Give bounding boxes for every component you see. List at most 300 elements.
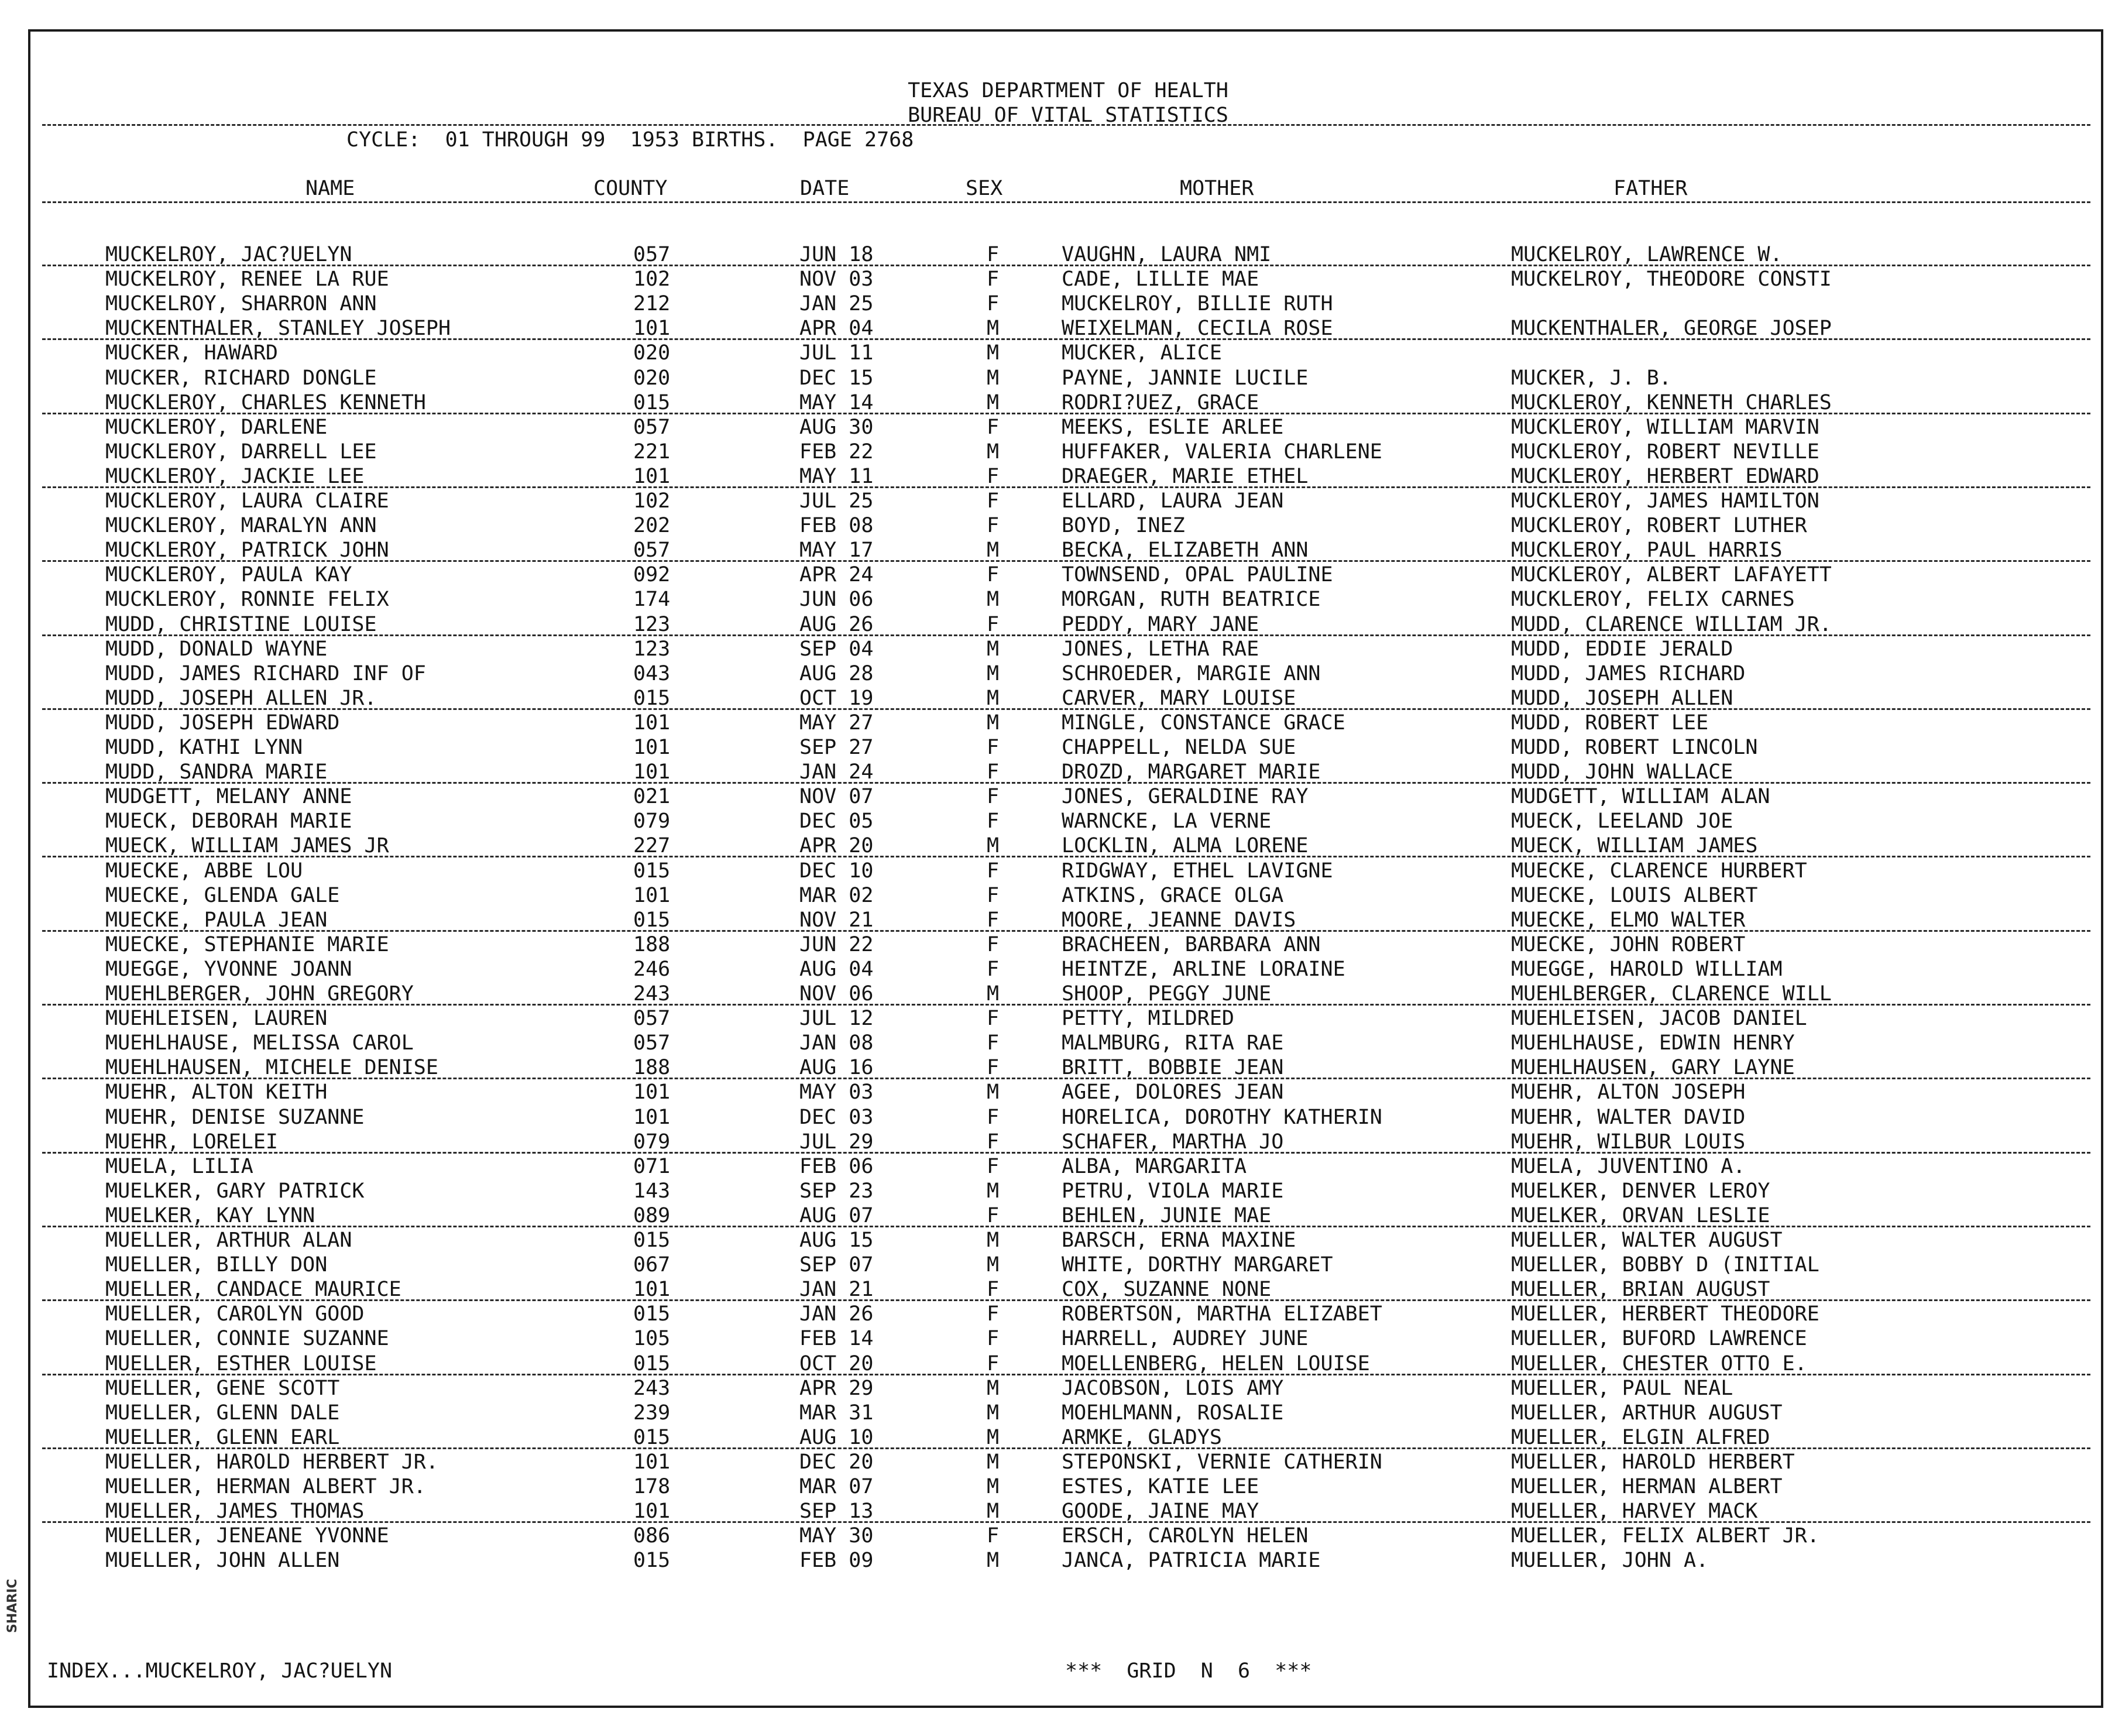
record-father: MUELKER, DENVER LEROY: [1511, 1179, 1770, 1203]
row-group-rule: [42, 413, 2090, 414]
record-name: MUELLER, HAROLD HERBERT JR.: [105, 1450, 438, 1474]
record-mother: MOELLENBERG, HELEN LOUISE: [1062, 1351, 1370, 1375]
record-name: MUELLER, ESTHER LOUISE: [105, 1351, 377, 1375]
record-sex: M: [987, 686, 1000, 710]
table-row: [30, 1450, 2106, 1474]
record-father: MUELLER, WALTER AUGUST: [1511, 1229, 1783, 1252]
record-father: MUECKE, CLARENCE HURBERT: [1511, 859, 1807, 883]
record-sex: F: [987, 1203, 1000, 1227]
record-sex: F: [987, 736, 1000, 759]
record-county: 102: [633, 267, 671, 291]
record-sex: F: [987, 1056, 1000, 1080]
record-name: MUCKENTHALER, STANLEY JOSEPH: [105, 317, 451, 341]
record-sex: M: [987, 390, 1000, 414]
table-row: [30, 1080, 2106, 1104]
record-mother: BRACHEEN, BARBARA ANN: [1062, 932, 1321, 956]
record-county: 101: [633, 1105, 671, 1129]
column-header-county: COUNTY: [593, 177, 668, 200]
column-header-father: FATHER: [1613, 177, 1688, 200]
record-sex: F: [987, 932, 1000, 956]
record-father: MUELLER, BOBBY D (INITIAL: [1511, 1253, 1819, 1277]
record-father: MUELLER, HERBERT THEODORE: [1511, 1302, 1819, 1326]
record-name: MUEHR, ALTON KEITH: [105, 1080, 328, 1104]
record-county: 021: [633, 785, 671, 809]
record-father: MUEHR, WILBUR LOUIS: [1511, 1130, 1746, 1154]
record-county: 020: [633, 366, 671, 390]
record-county: 015: [633, 1425, 671, 1449]
record-mother: CARVER, MARY LOUISE: [1062, 686, 1296, 710]
record-mother: HEINTZE, ARLINE LORAINE: [1062, 957, 1345, 981]
record-date: NOV 21: [799, 908, 874, 932]
record-father: MUCKENTHALER, GEORGE JOSEP: [1511, 317, 1832, 341]
record-mother: ROBERTSON, MARTHA ELIZABET: [1062, 1302, 1382, 1326]
record-name: MUCKLEROY, PAULA KAY: [105, 563, 352, 587]
record-county: 101: [633, 1500, 671, 1524]
record-county: 101: [633, 711, 671, 735]
record-father: MUELA, JUVENTINO A.: [1511, 1154, 1746, 1178]
record-father: MUDD, JAMES RICHARD: [1511, 661, 1746, 685]
record-name: MUDD, KATHI LYNN: [105, 736, 303, 759]
record-date: APR 20: [799, 834, 874, 858]
record-mother: MALMBURG, RITA RAE: [1062, 1031, 1284, 1055]
record-sex: F: [987, 1105, 1000, 1129]
record-date: APR 29: [799, 1376, 874, 1400]
table-row: [30, 1499, 2106, 1524]
table-row: [30, 833, 2106, 858]
record-sex: F: [987, 1130, 1000, 1154]
record-date: MAR 31: [799, 1401, 874, 1425]
record-father: MUELLER, HERMAN ALBERT: [1511, 1475, 1783, 1498]
record-mother: MUCKER, ALICE: [1062, 341, 1222, 365]
record-date: FEB 09: [799, 1549, 874, 1573]
record-name: MUEHR, DENISE SUZANNE: [105, 1105, 365, 1129]
table-row: [30, 440, 2106, 464]
table-row: [30, 1154, 2106, 1179]
record-county: 020: [633, 341, 671, 365]
table-row: [30, 1055, 2106, 1080]
record-name: MUELKER, KAY LYNN: [105, 1203, 315, 1227]
record-mother: PETTY, MILDRED: [1062, 1007, 1235, 1031]
record-name: MUCKLEROY, PATRICK JOHN: [105, 538, 389, 562]
column-header-name: NAME: [305, 177, 355, 200]
record-father: MUECKE, LOUIS ALBERT: [1511, 883, 1758, 907]
record-date: NOV 07: [799, 785, 874, 809]
record-sex: M: [987, 1475, 1000, 1498]
record-county: 143: [633, 1179, 671, 1203]
record-mother: COX, SUZANNE NONE: [1062, 1278, 1272, 1302]
table-row: [30, 1277, 2106, 1302]
record-mother: JONES, LETHA RAE: [1062, 637, 1259, 661]
record-name: MUEHLBERGER, JOHN GREGORY: [105, 982, 414, 1006]
record-county: 227: [633, 834, 671, 858]
record-name: MUCKER, HAWARD: [105, 341, 279, 365]
record-sex: M: [987, 1425, 1000, 1449]
record-name: MUCKELROY, RENEE LA RUE: [105, 267, 389, 291]
row-group-rule: [42, 338, 2090, 340]
record-sex: M: [987, 538, 1000, 562]
record-name: MUDD, DONALD WAYNE: [105, 637, 328, 661]
record-mother: WARNCKE, LA VERNE: [1062, 809, 1272, 833]
record-date: JUN 18: [799, 243, 874, 266]
record-county: 071: [633, 1154, 671, 1178]
table-row: [30, 784, 2106, 809]
table-row: [30, 1326, 2106, 1351]
table-row: [30, 1006, 2106, 1031]
record-name: MUDD, JOSEPH EDWARD: [105, 711, 340, 735]
record-sex: F: [987, 785, 1000, 809]
record-mother: ARMKE, GLADYS: [1062, 1425, 1222, 1449]
record-mother: RODRI?UEZ, GRACE: [1062, 390, 1259, 414]
record-mother: BARSCH, ERNA MAXINE: [1062, 1229, 1296, 1252]
record-sex: F: [987, 292, 1000, 316]
record-name: MUCKLEROY, MARALYN ANN: [105, 514, 377, 538]
record-name: MUDD, JOSEPH ALLEN JR.: [105, 686, 377, 710]
table-row: [30, 612, 2106, 637]
record-date: DEC 05: [799, 809, 874, 833]
record-date: JUL 25: [799, 489, 874, 513]
record-mother: HUFFAKER, VALERIA CHARLENE: [1062, 440, 1382, 464]
table-row: [30, 982, 2106, 1006]
department-title: TEXAS DEPARTMENT OF HEALTH: [908, 79, 1228, 102]
record-father: MUDD, ROBERT LINCOLN: [1511, 736, 1758, 759]
record-county: 123: [633, 612, 671, 636]
table-row: [30, 1524, 2106, 1548]
row-group-rule: [42, 1004, 2090, 1006]
row-group-rule: [42, 1447, 2090, 1449]
table-row: [30, 513, 2106, 538]
record-date: SEP 13: [799, 1500, 874, 1524]
record-sex: M: [987, 440, 1000, 464]
record-father: MUCKLEROY, ROBERT LUTHER: [1511, 514, 1807, 538]
table-row: [30, 1376, 2106, 1401]
record-sex: M: [987, 1179, 1000, 1203]
record-sex: F: [987, 1302, 1000, 1326]
record-county: 101: [633, 736, 671, 759]
row-group-rule: [42, 930, 2090, 932]
record-county: 243: [633, 982, 671, 1006]
table-row: [30, 859, 2106, 883]
table-row: [30, 1203, 2106, 1228]
bureau-title: BUREAU OF VITAL STATISTICS: [908, 104, 1228, 127]
record-county: 239: [633, 1401, 671, 1425]
table-row: [30, 489, 2106, 513]
record-mother: SCHROEDER, MARGIE ANN: [1062, 661, 1321, 685]
record-county: 101: [633, 883, 671, 907]
record-name: MUECK, DEBORAH MARIE: [105, 809, 352, 833]
row-group-rule: [42, 486, 2090, 488]
record-county: 188: [633, 1056, 671, 1080]
record-date: JUL 12: [799, 1007, 874, 1031]
record-county: 015: [633, 686, 671, 710]
record-date: AUG 07: [799, 1203, 874, 1227]
record-date: DEC 20: [799, 1450, 874, 1474]
record-county: 105: [633, 1327, 671, 1351]
table-row: [30, 1228, 2106, 1253]
record-name: MUELA, LILIA: [105, 1154, 253, 1178]
record-name: MUEHLHAUSEN, MICHELE DENISE: [105, 1056, 438, 1080]
record-sex: M: [987, 711, 1000, 735]
record-county: 102: [633, 489, 671, 513]
record-mother: GOODE, JAINE MAY: [1062, 1500, 1259, 1524]
table-row: [30, 1179, 2106, 1203]
record-name: MUDGETT, MELANY ANNE: [105, 785, 352, 809]
record-name: MUCKLEROY, DARLENE: [105, 415, 328, 439]
record-father: MUCKLEROY, ROBERT NEVILLE: [1511, 440, 1819, 464]
table-row: [30, 1130, 2106, 1154]
record-name: MUELLER, GLENN EARL: [105, 1425, 340, 1449]
record-sex: F: [987, 809, 1000, 833]
record-name: MUEHLEISEN, LAUREN: [105, 1007, 328, 1031]
record-sex: F: [987, 1524, 1000, 1548]
record-sex: F: [987, 464, 1000, 488]
record-mother: CADE, LILLIE MAE: [1062, 267, 1259, 291]
record-name: MUCKER, RICHARD DONGLE: [105, 366, 377, 390]
record-county: 086: [633, 1524, 671, 1548]
record-date: NOV 03: [799, 267, 874, 291]
record-father: MUELLER, HARVEY MACK: [1511, 1500, 1758, 1524]
table-row: [30, 341, 2106, 365]
record-name: MUELKER, GARY PATRICK: [105, 1179, 365, 1203]
record-date: JAN 26: [799, 1302, 874, 1326]
record-mother: MORGAN, RUTH BEATRICE: [1062, 588, 1321, 612]
record-date: JUN 06: [799, 588, 874, 612]
record-county: 246: [633, 957, 671, 981]
record-date: MAY 14: [799, 390, 874, 414]
column-header-rule: [42, 201, 2090, 203]
record-sex: M: [987, 317, 1000, 341]
record-mother: PETRU, VIOLA MARIE: [1062, 1179, 1284, 1203]
side-stamp: SHARIC: [5, 1579, 20, 1633]
record-date: AUG 04: [799, 957, 874, 981]
record-county: 079: [633, 809, 671, 833]
record-sex: F: [987, 514, 1000, 538]
table-row: [30, 883, 2106, 908]
cycle-line: CYCLE: 01 THROUGH 99 1953 BIRTHS. PAGE 2768: [346, 128, 914, 152]
record-mother: MINGLE, CONSTANCE GRACE: [1062, 711, 1345, 735]
record-mother: CHAPPELL, NELDA SUE: [1062, 736, 1296, 759]
record-name: MUECKE, PAULA JEAN: [105, 908, 328, 932]
record-father: MUCKLEROY, WILLIAM MARVIN: [1511, 415, 1819, 439]
record-sex: F: [987, 883, 1000, 907]
record-name: MUELLER, JAMES THOMAS: [105, 1500, 365, 1524]
record-sex: M: [987, 1500, 1000, 1524]
row-group-rule: [42, 1152, 2090, 1154]
record-sex: M: [987, 982, 1000, 1006]
record-father: MUELKER, ORVAN LESLIE: [1511, 1203, 1770, 1227]
record-mother: STEPONSKI, VERNIE CATHERIN: [1062, 1450, 1382, 1474]
record-county: 057: [633, 1031, 671, 1055]
record-father: MUCKELROY, THEODORE CONSTI: [1511, 267, 1832, 291]
record-father: MUDD, JOHN WALLACE: [1511, 760, 1733, 784]
table-row: [30, 562, 2106, 587]
record-date: MAY 03: [799, 1080, 874, 1104]
record-mother: ELLARD, LAURA JEAN: [1062, 489, 1284, 513]
record-date: APR 04: [799, 317, 874, 341]
record-name: MUEGGE, YVONNE JOANN: [105, 957, 352, 981]
record-date: JAN 21: [799, 1278, 874, 1302]
row-group-rule: [42, 1226, 2090, 1227]
record-father: MUEHR, ALTON JOSEPH: [1511, 1080, 1746, 1104]
record-county: 101: [633, 1450, 671, 1474]
record-mother: TOWNSEND, OPAL PAULINE: [1062, 563, 1333, 587]
record-father: MUEHR, WALTER DAVID: [1511, 1105, 1746, 1129]
table-row: [30, 1302, 2106, 1326]
record-sex: F: [987, 243, 1000, 266]
record-county: 015: [633, 1351, 671, 1375]
record-mother: BOYD, INEZ: [1062, 514, 1185, 538]
record-date: MAY 17: [799, 538, 874, 562]
record-county: 057: [633, 1007, 671, 1031]
record-name: MUELLER, CANDACE MAURICE: [105, 1278, 401, 1302]
record-father: MUCKLEROY, JAMES HAMILTON: [1511, 489, 1819, 513]
record-mother: PAYNE, JANNIE LUCILE: [1062, 366, 1309, 390]
record-father: MUCKLEROY, HERBERT EDWARD: [1511, 464, 1819, 488]
record-mother: AGEE, DOLORES JEAN: [1062, 1080, 1284, 1104]
record-county: 101: [633, 760, 671, 784]
record-county: 015: [633, 1302, 671, 1326]
record-name: MUELLER, GLENN DALE: [105, 1401, 340, 1425]
record-county: 079: [633, 1130, 671, 1154]
row-group-rule: [42, 782, 2090, 784]
record-date: MAY 27: [799, 711, 874, 735]
table-row: [30, 908, 2106, 932]
record-name: MUEHR, LORELEI: [105, 1130, 279, 1154]
record-mother: BEHLEN, JUNIE MAE: [1062, 1203, 1272, 1227]
record-county: 015: [633, 859, 671, 883]
column-header-mother: MOTHER: [1180, 177, 1254, 200]
record-sex: F: [987, 612, 1000, 636]
record-sex: M: [987, 1401, 1000, 1425]
record-mother: MOEHLMANN, ROSALIE: [1062, 1401, 1284, 1425]
record-name: MUEHLHAUSE, MELISSA CAROL: [105, 1031, 414, 1055]
record-sex: M: [987, 341, 1000, 365]
record-sex: F: [987, 760, 1000, 784]
table-row: [30, 415, 2106, 440]
document-frame: [28, 29, 2103, 1708]
record-mother: RIDGWAY, ETHEL LAVIGNE: [1062, 859, 1333, 883]
record-mother: WEIXELMAN, CECILA ROSE: [1062, 317, 1333, 341]
table-row: [30, 242, 2106, 267]
record-mother: DRAEGER, MARIE ETHEL: [1062, 464, 1309, 488]
table-row: [30, 760, 2106, 784]
row-group-rule: [42, 634, 2090, 636]
record-mother: JACOBSON, LOIS AMY: [1062, 1376, 1284, 1400]
record-county: 015: [633, 1549, 671, 1573]
grid-label: *** GRID N 6 ***: [1065, 1659, 1312, 1683]
record-county: 101: [633, 1278, 671, 1302]
record-father: MUCKER, J. B.: [1511, 366, 1671, 390]
column-header-date: DATE: [800, 177, 850, 200]
header-rule: [42, 124, 2090, 126]
record-date: MAY 11: [799, 464, 874, 488]
row-group-rule: [42, 708, 2090, 710]
record-date: JUL 11: [799, 341, 874, 365]
record-father: MUCKELROY, LAWRENCE W.: [1511, 243, 1783, 266]
record-father: MUCKLEROY, PAUL HARRIS: [1511, 538, 1783, 562]
record-date: AUG 30: [799, 415, 874, 439]
record-date: DEC 03: [799, 1105, 874, 1129]
record-sex: M: [987, 1376, 1000, 1400]
table-row: [30, 1548, 2106, 1573]
record-father: MUECK, LEELAND JOE: [1511, 809, 1733, 833]
row-group-rule: [42, 1078, 2090, 1079]
record-date: AUG 15: [799, 1229, 874, 1252]
record-mother: WHITE, DORTHY MARGARET: [1062, 1253, 1333, 1277]
record-father: MUDGETT, WILLIAM ALAN: [1511, 785, 1770, 809]
record-father: MUCKLEROY, FELIX CARNES: [1511, 588, 1795, 612]
table-row: [30, 1105, 2106, 1130]
record-father: MUELLER, BRIAN AUGUST: [1511, 1278, 1770, 1302]
record-sex: M: [987, 834, 1000, 858]
table-row: [30, 316, 2106, 341]
row-group-rule: [42, 1521, 2090, 1523]
record-father: MUEHLHAUSE, EDWIN HENRY: [1511, 1031, 1795, 1055]
table-row: [30, 1031, 2106, 1055]
record-sex: F: [987, 415, 1000, 439]
table-row: [30, 1425, 2106, 1450]
index-line: INDEX...MUCKELROY, JAC?UELYN: [47, 1659, 393, 1683]
row-group-rule: [42, 1299, 2090, 1301]
record-father: MUCKLEROY, KENNETH CHARLES: [1511, 390, 1832, 414]
record-date: MAY 30: [799, 1524, 874, 1548]
record-sex: M: [987, 588, 1000, 612]
record-sex: F: [987, 1278, 1000, 1302]
record-father: MUDD, CLARENCE WILLIAM JR.: [1511, 612, 1832, 636]
table-row: [30, 735, 2106, 760]
record-sex: F: [987, 957, 1000, 981]
record-father: MUEHLEISEN, JACOB DANIEL: [1511, 1007, 1807, 1031]
table-row: [30, 637, 2106, 661]
record-date: JAN 08: [799, 1031, 874, 1055]
record-father: MUEHLBERGER, CLARENCE WILL: [1511, 982, 1832, 1006]
record-father: MUELLER, PAUL NEAL: [1511, 1376, 1733, 1400]
table-row: [30, 686, 2106, 711]
record-mother: VAUGHN, LAURA NMI: [1062, 243, 1272, 266]
record-father: MUECKE, ELMO WALTER: [1511, 908, 1746, 932]
record-date: AUG 26: [799, 612, 874, 636]
record-county: 089: [633, 1203, 671, 1227]
record-sex: F: [987, 1154, 1000, 1178]
record-sex: F: [987, 859, 1000, 883]
record-name: MUELLER, HERMAN ALBERT JR.: [105, 1475, 426, 1498]
column-header-sex: SEX: [966, 177, 1003, 200]
record-name: MUECK, WILLIAM JAMES JR: [105, 834, 389, 858]
record-county: 092: [633, 563, 671, 587]
record-father: MUELLER, ARTHUR AUGUST: [1511, 1401, 1783, 1425]
table-row: [30, 267, 2106, 291]
record-name: MUELLER, CONNIE SUZANNE: [105, 1327, 389, 1351]
table-row: [30, 932, 2106, 957]
record-mother: ESTES, KATIE LEE: [1062, 1475, 1259, 1498]
table-row: [30, 366, 2106, 390]
table-row: [30, 390, 2106, 415]
record-father: MUECKE, JOHN ROBERT: [1511, 932, 1746, 956]
record-date: JAN 24: [799, 760, 874, 784]
record-date: SEP 23: [799, 1179, 874, 1203]
record-sex: F: [987, 908, 1000, 932]
record-date: MAR 07: [799, 1475, 874, 1498]
record-mother: MUCKELROY, BILLIE RUTH: [1062, 292, 1333, 316]
record-mother: HORELICA, DOROTHY KATHERIN: [1062, 1105, 1382, 1129]
record-name: MUDD, JAMES RICHARD INF OF: [105, 661, 426, 685]
row-group-rule: [42, 1374, 2090, 1375]
record-father: MUELLER, ELGIN ALFRED: [1511, 1425, 1770, 1449]
record-date: JUL 29: [799, 1130, 874, 1154]
record-county: 057: [633, 243, 671, 266]
record-mother: ATKINS, GRACE OLGA: [1062, 883, 1284, 907]
record-name: MUCKLEROY, LAURA CLAIRE: [105, 489, 389, 513]
table-row: [30, 464, 2106, 489]
